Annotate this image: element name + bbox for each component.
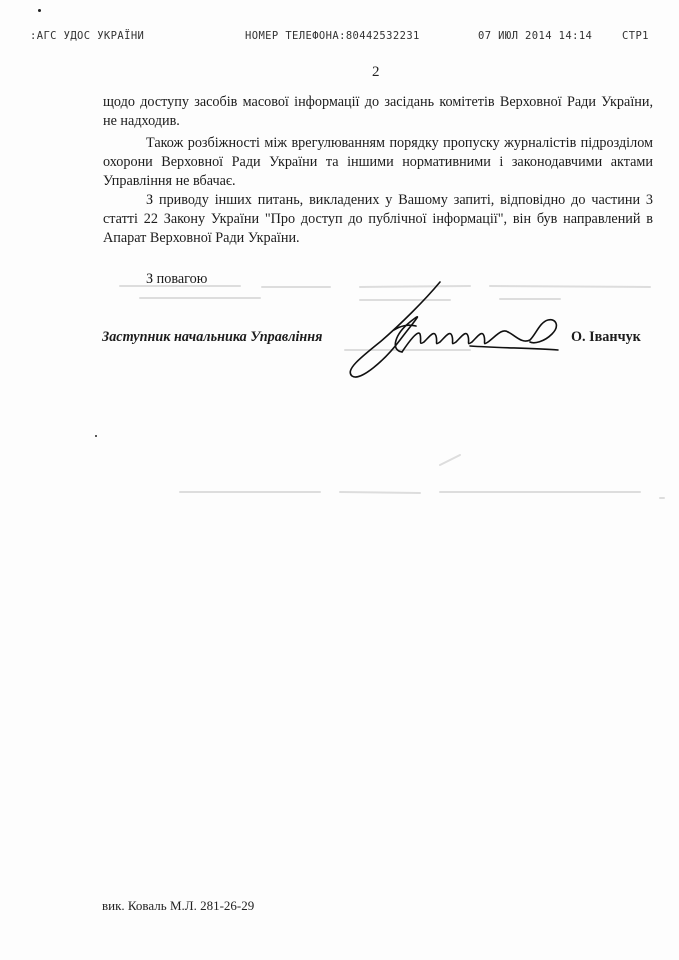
paragraph-text: Також розбіжності між врегулюванням порядку пропуску журналістів підрозділом охорони Верховної Ради України та іншими нормативними і законодавчими актами Управління не вбачає. (103, 135, 653, 189)
signatory-title: Заступник начальника Управління (102, 329, 323, 345)
executor-line: вик. Коваль М.Л. 281-26-29 (102, 898, 255, 913)
fax-page: СТР1 (622, 30, 649, 42)
page-number: 2 (372, 64, 380, 80)
paragraph-text: З приводу інших питань, викладених у Вашому запиті, відповідно до частини 3 статті 22 Закону України "Про доступ до публічної інформації", він був направлений в Апарат Верховної Ради України. (103, 192, 653, 246)
fax-phone: НОМЕР ТЕЛЕФОНА:80442532231 (245, 30, 420, 42)
fax-datetime: 07 ИЮЛ 2014 14:14 (478, 30, 593, 42)
handwritten-signature (330, 270, 570, 385)
closing-salutation: З повагою (146, 271, 208, 287)
signatory-name: О. Іванчук (571, 329, 641, 345)
fax-sender: :АГС УДОС УКРАЇНИ (30, 30, 145, 42)
paragraph-text: щодо доступу засобів масової інформації до засідань комітетів Верховної Ради України, не надходив. (103, 94, 653, 129)
